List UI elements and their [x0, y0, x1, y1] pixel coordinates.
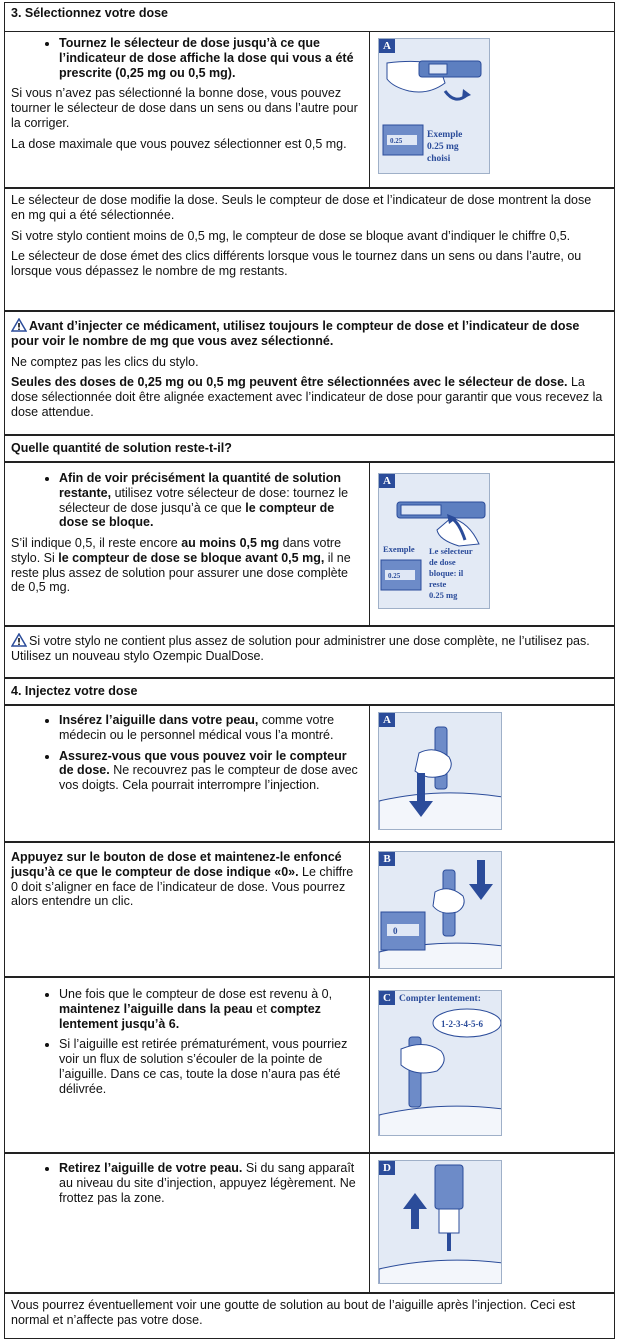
- list-item: • Assurez-vous que vous pouvez voir le compteur de dose. Ne recouvrez pas le compteur de dose avec vos doigts. Cela pourrait interrompre l’injection.: [59, 749, 363, 793]
- figure-letter: D: [379, 1161, 395, 1175]
- list-item: • Afin de voir précisément la quantité de solution restante, utilisez votre sélecteur de dose: tournez le sélecteur de dose jusqu’à ce que le compteur de dose se bloque.: [59, 471, 363, 530]
- step-a-text: [5, 706, 370, 841]
- inject-step-d: [4, 1153, 615, 1293]
- paragraph: Si vous n’avez pas sélectionné la bonne dose, vous pouvez tourner le sélecteur de dose dans un sens ou dans l’autre pour la corriger.: [11, 86, 358, 130]
- select-dose-row: [4, 31, 615, 188]
- dial-reading: 0: [393, 926, 398, 936]
- figure-letter: A: [379, 713, 395, 727]
- figure-letter: A: [379, 39, 395, 53]
- remaining-row: [4, 462, 615, 626]
- figure-step-b: [378, 851, 502, 969]
- figure-letter: B: [379, 852, 395, 866]
- figure-step-d: [378, 1160, 502, 1284]
- section-4-header: 4. Injectez votre dose: [4, 678, 615, 705]
- paragraph: Si votre stylo contient moins de 0,5 mg, le compteur de dose se bloque avant d’indiquer le chiffre 0,5.: [11, 228, 571, 243]
- list-item: • Insérez l’aiguille dans votre peau, comme votre médecin ou le personnel médical vous l’a montré.: [59, 713, 363, 743]
- footer-note: [4, 1293, 615, 1339]
- inject-step-c: [4, 977, 615, 1153]
- paragraph: S’il indique 0,5, il reste encore au moins 0,5 mg dans votre stylo. Si le compteur de dose se bloque avant 0,5 mg, il ne reste plus assez de solution pour assurer une dose complète de 0,5 mg.: [11, 536, 351, 595]
- list-item: • Si l’aiguille est retirée prématurément, vous pourriez voir un flux de solution s’écouler de la pointe de l’aiguille. Dans ce cas, toute la dose n’aura pas été délivrée.: [59, 1037, 363, 1096]
- figure-letter: A: [379, 474, 395, 488]
- figure-step-c: [378, 990, 502, 1136]
- dose-info-box: [4, 188, 615, 311]
- count-title: Compter lentement:: [399, 994, 481, 1004]
- figure-caption: bloque: il: [429, 568, 464, 578]
- list-item: • Une fois que le compteur de dose est revenu à 0, maintenez l’aiguille dans la peau et comptez lentement jusqu’à 6.: [59, 987, 363, 1031]
- paragraph: La dose maximale que vous pouvez sélectionner est 0,5 mg.: [11, 136, 347, 151]
- figure-caption: choisi: [427, 154, 451, 164]
- figure-caption: Exemple: [427, 130, 463, 140]
- dial-reading: 0.25: [388, 572, 401, 580]
- select-dose-text: [5, 32, 370, 187]
- section-3-header: 3. Sélectionnez votre dose: [4, 2, 615, 32]
- warning-icon: [11, 633, 27, 647]
- count-slowly-illustration: [379, 991, 502, 1136]
- figure-select-dose: [378, 38, 490, 174]
- remove-needle-illustration: [379, 1161, 502, 1284]
- pen-block-illustration: [379, 474, 490, 609]
- remaining-header: Quelle quantité de solution reste-t-il?: [4, 435, 615, 462]
- list-item: • Tournez le sélecteur de dose jusqu’à ce que l’indicateur de dose affiche la dose qui vous a été prescrite (0,25 mg ou 0,5 mg).: [59, 36, 363, 80]
- figure-caption: reste: [429, 579, 447, 589]
- paragraph: Le sélecteur de dose modifie la dose. Seuls le compteur de dose et l’indicateur de dose montrent la dose en mg qui a été sélectionnée.: [11, 193, 592, 222]
- figure-caption: Le sélecteur: [429, 546, 473, 556]
- warning-box: Avant d’injecter ce médicament, utilisez toujours le compteur de dose et l’indicateur de dose pour voir le nombre de mg que vous avez sélectionné. Ne comptez pas les clics du stylo. Seules des doses de 0,25 mg ou 0,5 mg peuvent être sélectionnées avec le sélecteur de dose. La dose sélectionnée doit être alignée exactement avec l’indicateur de dose pour garantir que vous recevez la dose attendue.: [4, 311, 615, 435]
- count-sequence: 1-2-3-4-5-6: [441, 1019, 483, 1029]
- warning-box: Si votre stylo ne contient plus assez de solution pour administrer une dose complète, ne l’utilisez pas. Utilisez un nouveau stylo Ozempic DualDose.: [4, 626, 615, 678]
- step-b-text: [5, 843, 370, 976]
- figure-cell: [370, 32, 614, 187]
- paragraph: Seules des doses de 0,25 mg ou 0,5 mg peuvent être sélectionnées avec le sélecteur de dose. La dose sélectionnée doit être alignée exactement avec l’indicateur de dose pour garantir que vous recevez la dose attendue.: [11, 375, 603, 419]
- press-button-illustration: [379, 852, 502, 969]
- figure-caption: 0.25 mg: [429, 590, 458, 600]
- paragraph: Vous pourrez éventuellement voir une goutte de solution au bout de l’aiguille après l’injection. Ceci est normal et n’affecte pas votre dose.: [11, 1298, 576, 1327]
- remaining-text: [5, 463, 370, 625]
- paragraph: Appuyez sur le bouton de dose et maintenez-le enfoncé jusqu’à ce que le compteur de dose indique «0». Le chiffre 0 doit s’aligner en face de l’indicateur de dose. Vous pourrez alors entendre un clic.: [11, 850, 354, 909]
- insert-needle-illustration: [379, 713, 502, 830]
- inject-step-a: [4, 705, 615, 842]
- figure-cell: [370, 706, 614, 841]
- pen-dial-illustration: [379, 39, 490, 174]
- figure-step-a: [378, 712, 502, 830]
- step-d-text: [5, 1154, 370, 1292]
- step-c-text: [5, 978, 370, 1152]
- figure-cell: [370, 978, 614, 1152]
- figure-cell: [370, 463, 614, 625]
- warning-icon: [11, 318, 27, 332]
- list-item: • Retirez l’aiguille de votre peau. Si du sang apparaît au niveau du site d’injection, appuyez légèrement. Ne frottez pas la zone.: [59, 1161, 363, 1205]
- paragraph: Le sélecteur de dose émet des clics différents lorsque vous le tournez dans un sens ou dans l’autre, ou lorsque vous dépassez le nombre de mg restants.: [11, 249, 582, 278]
- inject-step-b: [4, 842, 615, 977]
- dial-reading: 0.25: [390, 137, 403, 145]
- figure-cell: [370, 843, 614, 976]
- figure-caption: Exemple: [383, 544, 415, 554]
- paragraph: Ne comptez pas les clics du stylo.: [11, 354, 199, 369]
- figure-letter: C: [379, 991, 395, 1005]
- figure-cell: [370, 1154, 614, 1292]
- figure-caption: 0.25 mg: [427, 142, 459, 152]
- figure-remaining: [378, 473, 490, 609]
- figure-caption: de dose: [429, 557, 456, 567]
